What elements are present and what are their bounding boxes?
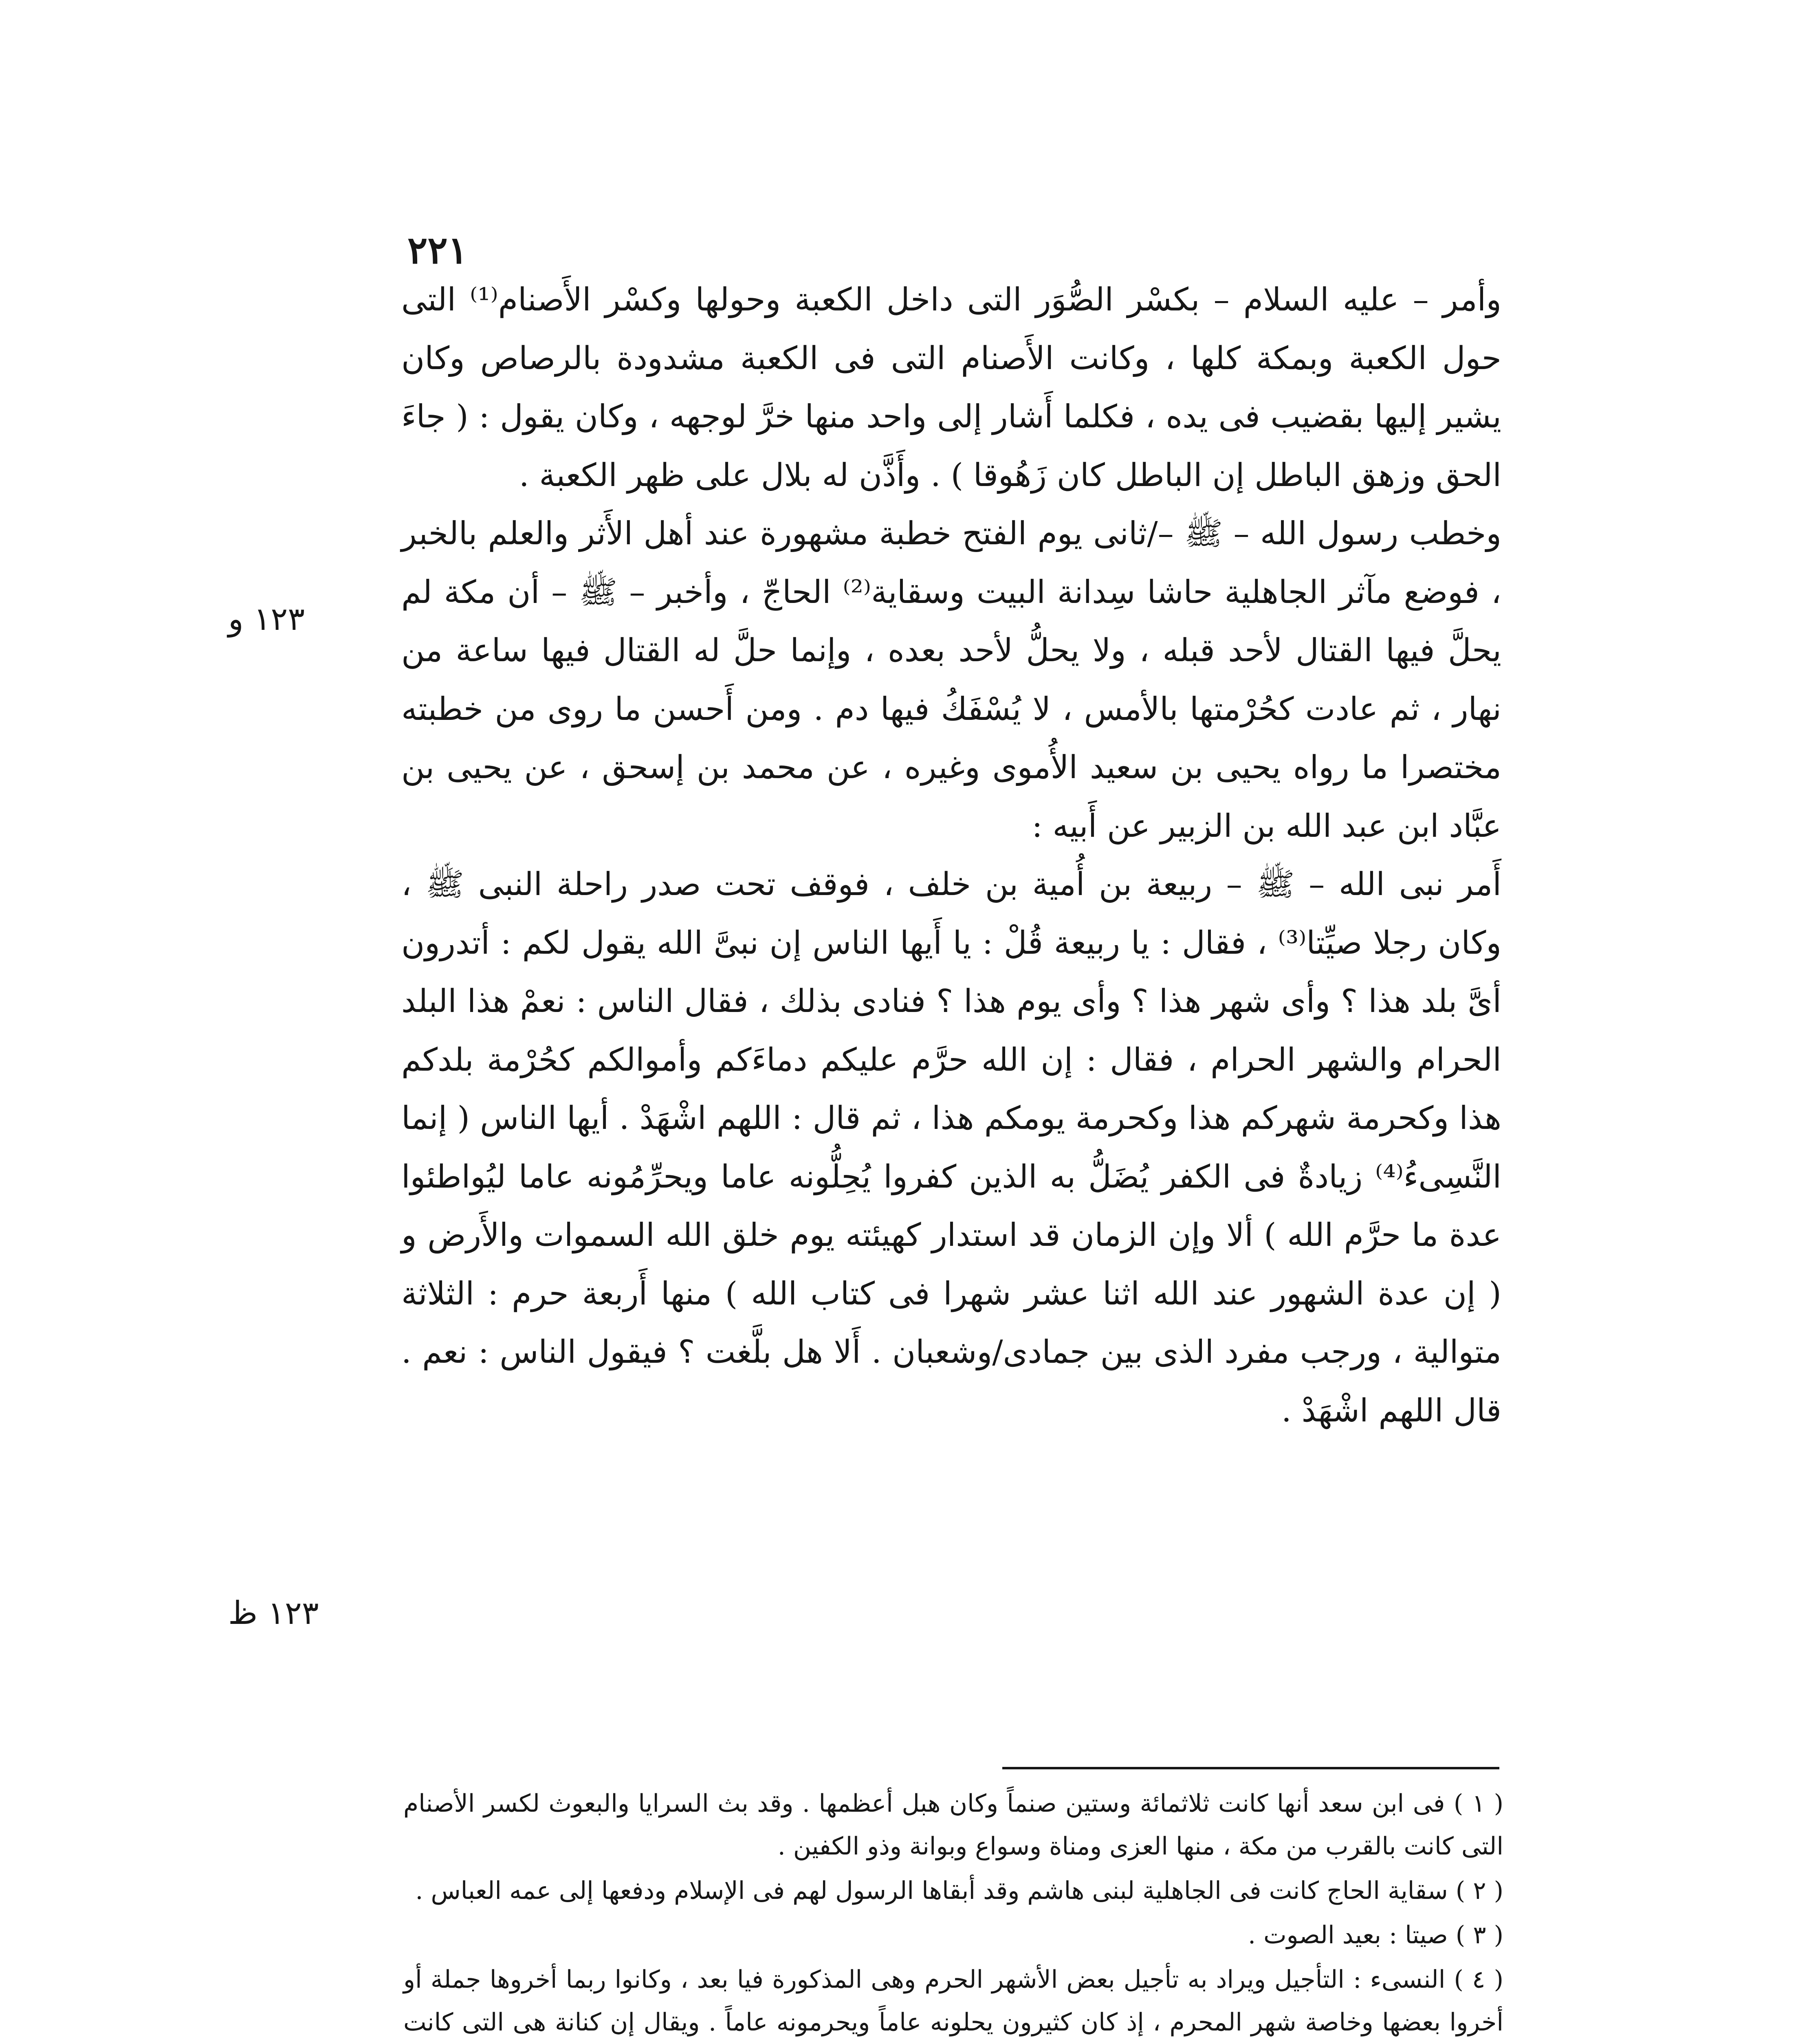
paragraph-sermon: أَمر نبى الله – ﷺ – ربيعة بن أُمية بن خلف ، فوقف تحت صدر راحلة النبى ﷺ ، وكان رجلا صيِّتا⁽³⁾ ، فقال : يا ربيعة قُلْ : يا أَيها الناس إن نبىَّ الله يقول لكم : أتدرون أىَّ بلد هذا ؟ وأى شهر هذا ؟ وأى يوم هذا ؟ فنادى بذلك ، فقال الناس : نعمْ هذا البلد الحرام والشهر الحرام ، فقال : إن الله حرَّم عليكم دماءَكم وأموالكم كحُرْمة بلدكم هذا وكحرمة شهركم هذا وكحرمة يومكم هذا ، ثم قال : اللهم اشْهَدْ . أيها الناس ( إنما النَّسِىءُ⁽⁴⁾ زيادةٌ فى الكفر يُضَلُّ به الذين كفروا يُحِلُّونه عاما ويحرِّمُونه عاما ليُواطئوا عدة ما حرَّم الله ) ألا وإن الزمان قد استدار كهيئته يوم خلق الله السموات والأَرض و ( إن عدة الشهور عند الله اثنا عشر شهرا فى كتاب الله ) منها أَربعة حرم : الثلاثة متوالية ، ورجب مفرد الذى بين جمادى/وشعبان . أَلا هل بلَّغت ؟ فيقول الناس : نعم . قال اللهم اشْهَدْ . bbox=[401, 866, 1501, 1429]
margin-note-folio-recto: ١٢٣ و bbox=[228, 601, 305, 638]
footnotes bbox=[403, 1782, 1503, 2037]
paragraph-sermon-intro: وخطب رسول الله – ﷺ –/ثانى يوم الفتح خطبة مشهورة عند أهل الأَثر والعلم بالخبر ، فوضع مآثر الجاهلية حاشا سِدانة البيت وسقاية⁽²⁾ الحاجّ ، وأخبر – ﷺ – أن مكة لم يحلَّ فيها القتال لأحد قبله ، ولا يحلُّ لأحد بعده ، وإنما حلَّ له القتال فيها ساعة من نهار ، ثم عادت كحُرْمتها بالأمس ، لا يُسْفَكُ فيها دم . ومن أَحسن ما روى من خطبته مختصرا ما رواه يحيى بن سعيد الأُموى وغيره ، عن محمد بن إسحق ، عن يحيى بن عبَّاد ابن عبد الله بن الزبير عن أَبيه : bbox=[401, 515, 1502, 845]
footnote-4: ( ٤ ) النسىء : التأجيل ويراد به تأجيل بعض الأشهر الحرم وهى المذكورة فيا بعد ، وكانوا ربما أخروها جملة أو أخروا بعضها وخاصة شهر المحرم ، إذ كان كثيرون يحلونه عاماً ويحرمونه عاماً . ويقال إن كنانة هى التى كانت bbox=[403, 1965, 1504, 2037]
footnote-separator bbox=[1002, 1767, 1499, 1769]
footnote-1: ( ١ ) فى ابن سعد أنها كانت ثلاثمائة وستين صنماً وكان هبل أعظمها . وقد بث السرايا والبعوث لكسر الأصنام التى كانت بالقرب من مكة ، منها العزى ومناة وسواع وبوانة وذو الكفين . bbox=[403, 1789, 1503, 1861]
footnote-3: ( ٣ ) صيتا : بعيد الصوت . bbox=[1248, 1921, 1503, 1949]
page-number: ٢٢١ bbox=[407, 228, 468, 272]
margin-note-folio-verso: ١٢٣ ظ bbox=[228, 1595, 319, 1632]
main-text bbox=[401, 271, 1501, 1440]
footnote-2: ( ٢ ) سقاية الحاج كانت فى الجاهلية لبنى هاشم وقد أبقاها الرسول لهم فى الإسلام ودفعها إلى عمه العباس . bbox=[415, 1876, 1503, 1905]
paragraph-idols: وأمر – عليه السلام – بكسْر الصُّوَر التى داخل الكعبة وحولها وكسْر الأَصنام⁽¹⁾ التى حول الكعبة وبمكة كلها ، وكانت الأَصنام التى فى الكعبة مشدودة بالرصاص وكان يشير إليها بقضيب فى يده ، فكلما أَشار إلى واحد منها خرَّ لوجهه ، وكان يقول : ( جاءَ الحق وزهق الباطل إن الباطل كان زَهُوقا ) . وأَذَّن له بلال على ظهر الكعبة . bbox=[401, 282, 1501, 494]
